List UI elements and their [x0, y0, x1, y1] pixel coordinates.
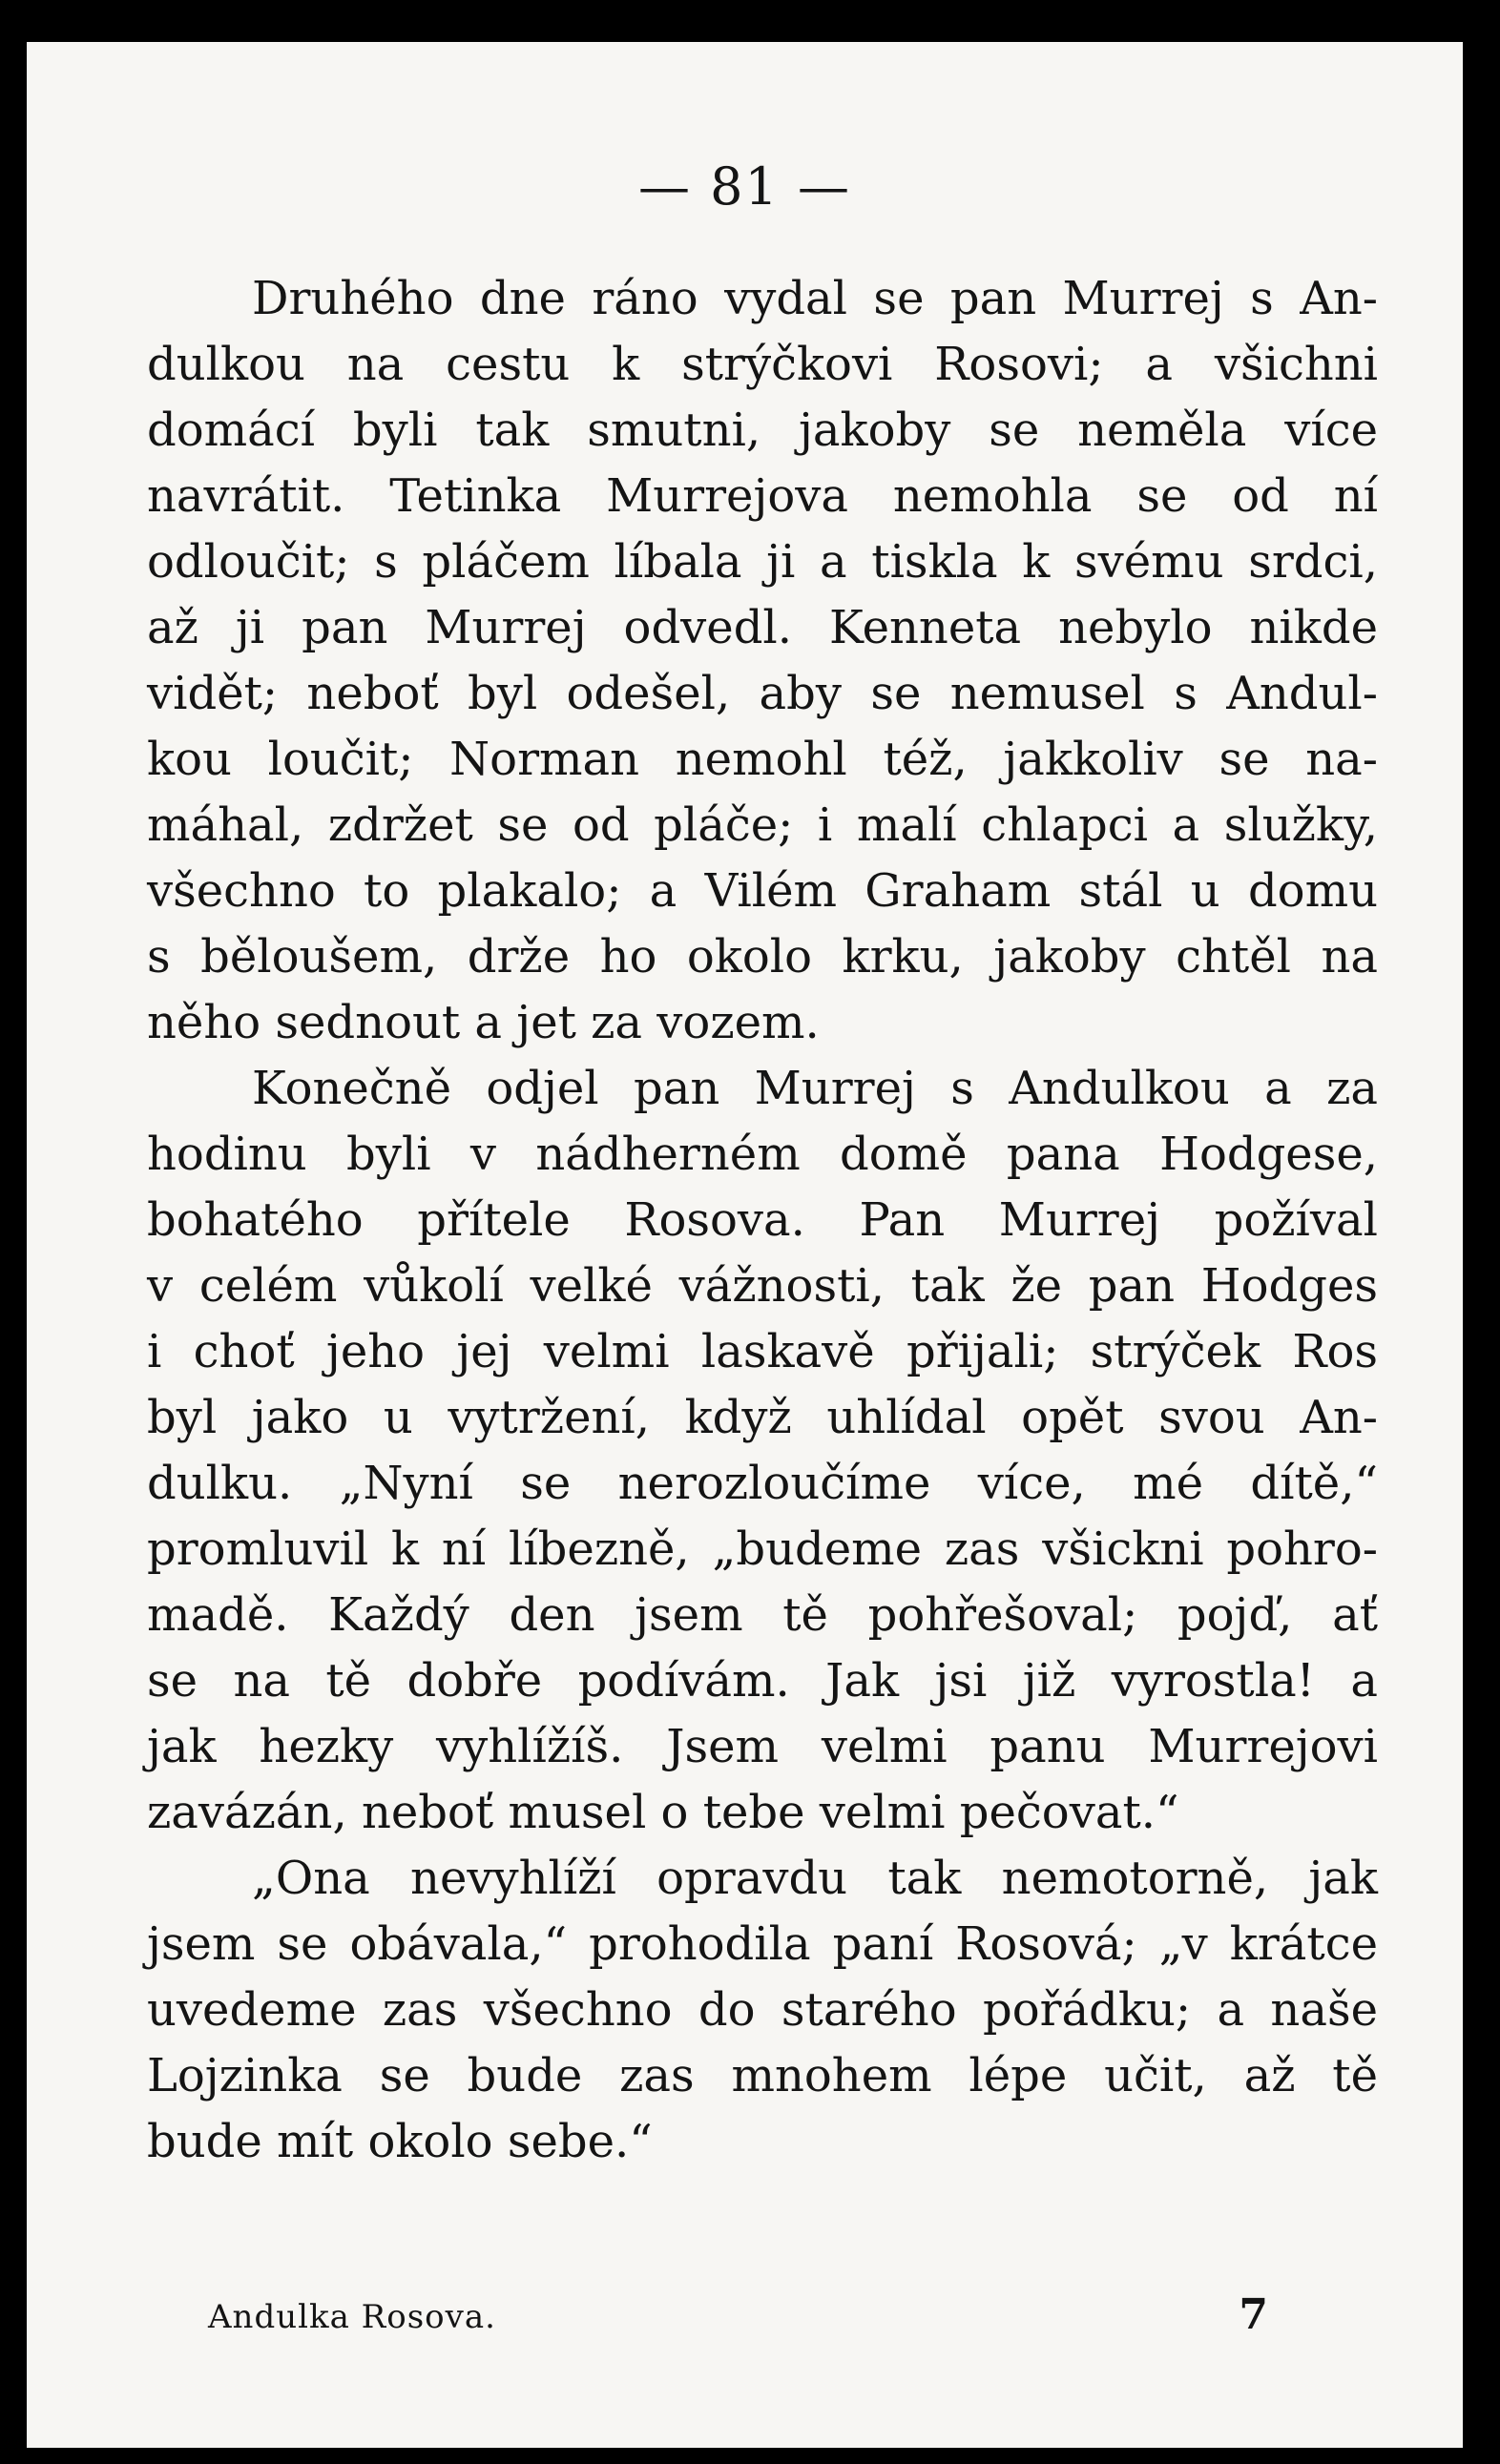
text-line: Druhého dne ráno vydal se pan Murrej s An-	[252, 272, 1378, 325]
text-line: domácí byli tak smutni, jakoby se neměla více	[147, 404, 1378, 457]
text-line: bude mít okolo sebe.“	[147, 2115, 653, 2168]
text-line: byl jako u vytržení, když uhlídal opět svou An-	[147, 1391, 1378, 1444]
text-line: vidět; neboť byl odešel, aby se nemusel s Andul-	[147, 667, 1378, 720]
text-line: kou loučit; Norman nemohl též, jakkoliv se na-	[147, 733, 1378, 786]
text-line: uvedeme zas všechno do starého pořádku; a naše	[147, 1983, 1378, 2037]
text-line: navrátit. Tetinka Murrejova nemohla se od ní	[147, 469, 1378, 523]
text-line: něho sednout a jet za vozem.	[147, 996, 820, 1049]
text-line: odloučit; s pláčem líbala ji a tiskla k svému srdci,	[147, 535, 1378, 589]
book-page	[27, 42, 1463, 2448]
text-line: máhal, zdržet se od pláče; i malí chlapci a služky,	[147, 798, 1378, 852]
text-line: hodinu byli v nádherném domě pana Hodgese,	[147, 1128, 1378, 1181]
text-line: i choť jeho jej velmi laskavě přijali; strýček Ros	[147, 1325, 1378, 1378]
text-line: v celém vůkolí velké vážnosti, tak že pan Hodges	[147, 1259, 1378, 1313]
text-line: „Ona nevyhlíží opravdu tak nemotorně, jak	[252, 1852, 1378, 1905]
text-line: madě. Každý den jsem tě pohřešoval; pojď, ať	[147, 1588, 1378, 1642]
text-line: jak hezky vyhlížíš. Jsem velmi panu Murrejovi	[147, 1720, 1378, 1773]
page-number: — 81 —	[637, 156, 852, 217]
signature-number: 7	[1239, 2290, 1269, 2339]
text-line: se na tě dobře podívám. Jak jsi již vyrostla! a	[147, 1654, 1378, 1708]
signature-mark: Andulka Rosova.	[208, 2298, 496, 2336]
text-line: zavázán, neboť musel o tebe velmi pečovat.“	[147, 1786, 1179, 1839]
body-text	[147, 266, 1378, 2175]
text-line: Lojzinka se bude zas mnohem lépe učit, až tě	[147, 2049, 1378, 2102]
text-line: promluvil k ní líbezně, „budeme zas všickni pohro-	[147, 1522, 1378, 1576]
text-line: bohatého přítele Rosova. Pan Murrej požíval	[147, 1193, 1378, 1247]
text-line: dulku. „Nyní se nerozloučíme více, mé dítě,“	[147, 1457, 1378, 1510]
text-line: až ji pan Murrej odvedl. Kenneta nebylo nikde	[147, 601, 1378, 654]
text-line: dulkou na cestu k strýčkovi Rosovi; a všichni	[147, 338, 1378, 391]
text-line: jsem se obávala,“ prohodila paní Rosová; „v krátce	[147, 1917, 1378, 1971]
text-line: Konečně odjel pan Murrej s Andulkou a za	[252, 1062, 1378, 1115]
text-line: s běloušem, drže ho okolo krku, jakoby chtěl na	[147, 930, 1378, 984]
text-line: všechno to plakalo; a Vilém Graham stál u domu	[147, 864, 1378, 918]
